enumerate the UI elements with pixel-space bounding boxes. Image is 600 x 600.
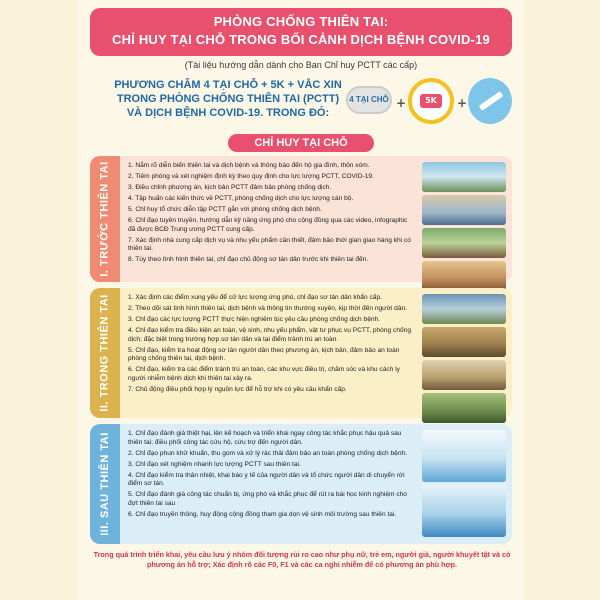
- motto-line3: VÀ DỊCH BỆNH COVID-19. TRONG ĐÓ:: [126, 107, 330, 119]
- section-label: I. TRƯỚC THIÊN TAI: [99, 161, 111, 277]
- section-during-disaster: [90, 288, 512, 418]
- list-item: 1. Xác định các điểm xung yếu để cử lực lượng ứng phó, chỉ đạo sơ tán dân khẩn cấp.: [128, 294, 382, 301]
- illustration-evacuation: [422, 261, 506, 291]
- illustration-training: [422, 195, 506, 225]
- four-on-site-badge: 4 TẠI CHỖ: [346, 86, 392, 114]
- section-label: II. TRONG THIÊN TAI: [99, 294, 111, 412]
- motto-line2: TRONG PHÒNG CHỐNG THIÊN TAI (PCTT): [116, 93, 340, 105]
- list-item: 4. Chỉ đạo kiểm tra thân nhiệt, khai báo y tế của người dân và tổ chức người dân di chuyển rời điểm sơ tán.: [128, 471, 405, 488]
- header-title-line2: CHỈ HUY TẠI CHỖ TRONG BỐI CẢNH DỊCH BỆNH COVID-19: [112, 32, 490, 47]
- list-item: 6. Chỉ đạo, kiểm tra các điểm tránh trú an toàn, các khu vực điều trị, chăm sóc và khu cách ly người nhiễm bệnh dịch khi thiên tai xảy ra.: [128, 366, 400, 382]
- illustration-testing: [422, 485, 506, 537]
- list-item: 7. Chủ động điều phối hợp lý nguồn lực để hỗ trợ khi có yêu cầu khẩn cấp.: [128, 385, 347, 393]
- subtitle: (Tài liệu hướng dẫn dành cho Ban Chỉ huy PCTT các cấp): [184, 60, 418, 70]
- motto-icons: [346, 76, 516, 128]
- list-item: 5. Chỉ huy tổ chức diễn tập PCTT gắn với phòng chống dịch bệnh.: [128, 205, 322, 213]
- five-k-icon: [408, 78, 454, 124]
- section-before-disaster: [90, 156, 512, 282]
- list-item: 5. Chỉ đạo đánh giá công tác chuẩn bị, ứng phó và khắc phục để rút ra bài học kinh nghiệm cho đợt thiên tai sau: [128, 491, 407, 507]
- section-label: III. SAU THIÊN TAI: [99, 432, 111, 536]
- list-item: 5. Chỉ đạo, kiểm tra hoạt động sơ tán người dân theo phương án, kịch bản, đảm bảo an toàn phòng chống thiên tai, dịch bệnh.: [128, 346, 400, 363]
- illustration-support: [422, 393, 506, 423]
- list-item: 3. Điều chỉnh phương án, kịch bản PCTT đảm bảo phòng chống dịch.: [128, 183, 332, 191]
- section-illustrations: [422, 294, 506, 426]
- section-items: [128, 162, 416, 267]
- illustration-rescue: [422, 327, 506, 357]
- list-item: 4. Chỉ đạo kiểm tra điều kiện an toàn, vệ sinh, nhu yếu phẩm, vật tư phục vụ PCTT, phòng chống dịch; đặc biệt trong trường hợp sơ tán dân và tại điểm tránh trú an toàn.: [128, 326, 411, 343]
- list-item: 3. Chỉ đạo xét nghiệm nhanh lực lượng PCTT sau thiên tai.: [128, 460, 301, 468]
- list-item: 2. Theo dõi sát tình hình thiên tai, dịch bệnh và thông tin thường xuyên, kịp thời đến người dân.: [128, 304, 408, 312]
- list-item: 1. Chỉ đạo đánh giá thiệt hại, lên kế hoạch và triển khai ngay công tác khắc phục hậu quả sau thiên tai; điều phối công tác cứu hộ, cứu trợ đến người dân.: [128, 430, 402, 446]
- section-illustrations: [422, 162, 506, 294]
- five-k-label: 5K: [420, 94, 442, 108]
- plus-sign: +: [457, 96, 468, 110]
- list-item: 8. Tùy theo tình hình thiên tai, chỉ đạo chủ động sơ tán dân trước khi thiên tai đến.: [128, 256, 369, 264]
- syringe-icon: [479, 91, 504, 111]
- section-after-disaster: [90, 424, 512, 544]
- on-site-command-label: CHỈ HUY TẠI CHỖ: [228, 134, 374, 152]
- header-banner: [90, 8, 512, 56]
- header-title-line1: PHÒNG CHỐNG THIÊN TAI:: [213, 14, 389, 29]
- illustration-disinfection: [422, 430, 506, 482]
- motto-text: [108, 78, 348, 120]
- infographic-poster: [78, 0, 524, 600]
- illustration-meeting: [422, 162, 506, 192]
- list-item: 1. Nắm rõ diễn biến thiên tai và dịch bệnh và thông báo đến hộ gia đình, thôn xóm.: [128, 162, 370, 169]
- vaccine-icon: [468, 78, 512, 124]
- illustration-flood: [422, 294, 506, 324]
- motto-line1: PHƯƠNG CHÂM 4 TẠI CHỖ + 5K + VẮC XIN: [114, 79, 342, 91]
- footer-note: Trong quá trình triển khai, yêu cầu lưu ý nhóm đối tượng rủi ro cao như phụ nữ, trẻ em, người già, người khuyết tật và có phương án hỗ trợ; Xác định rõ các F0, F1 và các ca nghi nhiễm để có phương án phù hợp.: [93, 550, 511, 569]
- section-items: [128, 294, 416, 397]
- illustration-delivery: [422, 228, 506, 258]
- list-item: 2. Chỉ đạo phun khử khuẩn, thu gom và xử lý rác thải đảm bảo an toàn phòng chống dịch bệnh.: [128, 449, 407, 457]
- section-items: [128, 430, 416, 522]
- list-item: 6. Chỉ đạo tuyên truyền, hướng dẫn kỹ năng ứng phó cho cộng đồng qua các video, infographic đã được BCĐ Trung ương PCTT cung cấp.: [128, 216, 408, 233]
- list-item: 4. Tập huấn các kiến thức về PCTT, phòng chống dịch cho lực lượng cán bộ.: [128, 194, 354, 202]
- list-item: 3. Chỉ đạo các lực lượng PCTT thực hiện nghiêm túc yêu cầu phòng chống dịch bệnh.: [128, 315, 381, 323]
- list-item: 2. Tiêm phòng và xét nghiệm định kỳ theo quy định cho lực lượng PCTT, COVID-19.: [128, 172, 374, 180]
- list-item: 7. Xác định nhà cung cấp dịch vụ và nhu yếu phẩm cần thiết, đảm bảo thời gian giao hàng khi có thiên tai.: [128, 236, 411, 253]
- illustration-shelter: [422, 360, 506, 390]
- plus-sign: +: [396, 96, 407, 110]
- list-item: 6. Chỉ đạo truyền thông, huy động cộng đồng tham gia dọn vệ sinh môi trường sau thiên tai.: [128, 510, 397, 518]
- section-illustrations: [422, 430, 506, 540]
